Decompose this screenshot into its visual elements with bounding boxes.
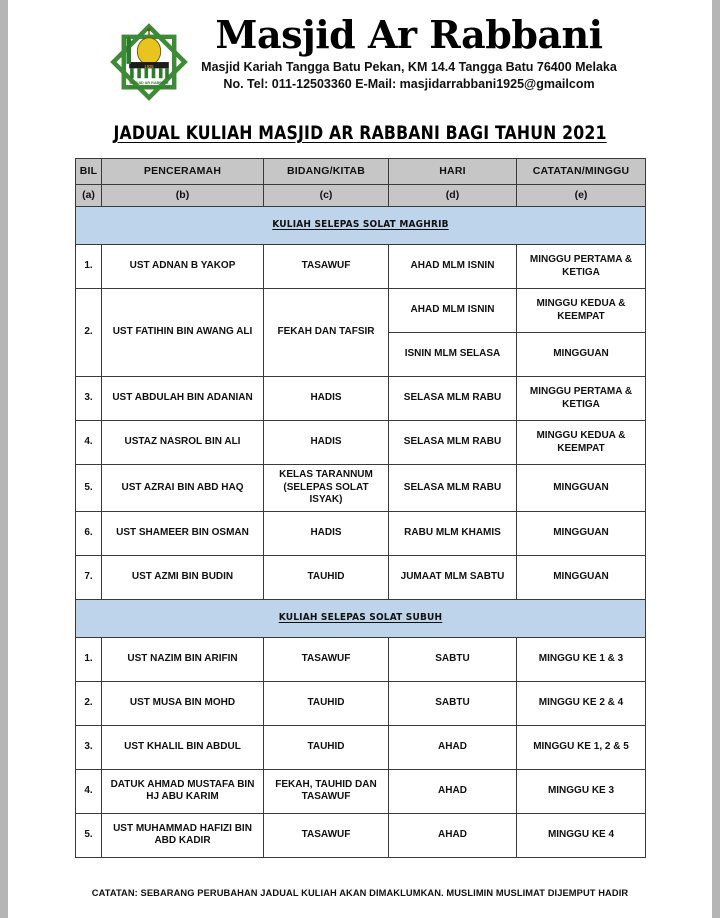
- mosque-contact: No. Tel: 011-12503360 E-Mail: masjidarrabbani1925@gmailcom: [223, 76, 595, 91]
- cell-bidang: KELAS TARANNUM (SELEPAS SOLAT ISYAK): [264, 465, 389, 512]
- cell-bidang: FEKAH DAN TAFSIR: [264, 289, 389, 377]
- cell-catatan: MINGGU PERTAMA & KETIGA: [517, 377, 646, 421]
- cell-bidang: HADIS: [264, 511, 389, 555]
- cell-bidang: TAUHID: [264, 555, 389, 599]
- table-row: [76, 681, 646, 725]
- table-row: [76, 555, 646, 599]
- column-header-bidang: BIDANG/KITAB: [264, 159, 389, 185]
- cell-penceramah: UST MUSA BIN MOHD: [102, 681, 264, 725]
- cell-bil: 3.: [76, 725, 102, 769]
- mosque-star-logo-svg: [104, 15, 194, 110]
- column-header-catatan: CATATAN/MINGGU: [517, 159, 646, 185]
- table-row: [76, 289, 646, 333]
- logo-caption-1: MASJID AR RABBANI: [129, 80, 169, 85]
- cell-bil: 2.: [76, 681, 102, 725]
- svg-text:1925: 1925: [144, 63, 154, 69]
- cell-bidang: TAUHID: [264, 681, 389, 725]
- column-letter-a: (a): [76, 185, 102, 207]
- column-letter-e: (e): [517, 185, 646, 207]
- cell-bidang: FEKAH, TAUHID DAN TASAWUF: [264, 769, 389, 813]
- cell-hari: AHAD: [389, 813, 517, 857]
- section-title-subuh: KULIAH SELEPAS SOLAT SUBUH: [76, 599, 646, 637]
- table-header-row: [76, 159, 646, 185]
- cell-bidang: HADIS: [264, 377, 389, 421]
- section-header-row: [76, 207, 646, 245]
- cell-bil: 5.: [76, 465, 102, 512]
- column-letter-d: (d): [389, 185, 517, 207]
- logo-caption-2: TANGGA BATU PEKAN: [128, 85, 170, 90]
- section-header-row: [76, 599, 646, 637]
- cell-catatan: MINGGU KE 1, 2 & 5: [517, 725, 646, 769]
- cell-penceramah: UST FATIHIN BIN AWANG ALI: [102, 289, 264, 377]
- footer-note: CATATAN: SEBARANG PERUBAHAN JADUAL KULIAH AKAN DIMAKLUMKAN. MUSLIMIN MUSLIMAT DIJEMPUT HADIR: [91, 888, 629, 899]
- cell-penceramah: USTAZ NASROL BIN ALI: [102, 421, 264, 465]
- cell-hari: ISNIN MLM SELASA: [389, 333, 517, 377]
- cell-hari: AHAD: [389, 725, 517, 769]
- cell-bil: 2.: [76, 289, 102, 377]
- table-row: [76, 725, 646, 769]
- column-letter-b: (b): [102, 185, 264, 207]
- cell-bil: 4.: [76, 769, 102, 813]
- brand-text-block: [201, 14, 617, 91]
- document-header: [8, 0, 712, 144]
- cell-hari: SABTU: [389, 637, 517, 681]
- mosque-name: Masjid Ar Rabbani: [215, 12, 603, 57]
- cell-catatan: MINGGU PERTAMA & KETIGA: [517, 245, 646, 289]
- column-header-bil: BIL: [76, 159, 102, 185]
- cell-catatan: MINGGUAN: [517, 465, 646, 512]
- cell-penceramah: UST KHALIL BIN ABDUL: [102, 725, 264, 769]
- cell-bidang: TAUHID: [264, 725, 389, 769]
- cell-catatan: MINGGU KE 2 & 4: [517, 681, 646, 725]
- cell-hari: SELASA MLM RABU: [389, 377, 517, 421]
- cell-catatan: MINGGU KEDUA & KEEMPAT: [517, 421, 646, 465]
- cell-penceramah: UST ADNAN B YAKOP: [102, 245, 264, 289]
- cell-penceramah: UST MUHAMMAD HAFIZI BIN ABD KADIR: [102, 813, 264, 857]
- column-letter-c: (c): [264, 185, 389, 207]
- brand-row: [8, 14, 712, 110]
- cell-bil: 1.: [76, 245, 102, 289]
- cell-penceramah: UST NAZIM BIN ARIFIN: [102, 637, 264, 681]
- column-header-penceramah: PENCERAMAH: [102, 159, 264, 185]
- table-column-letters-row: [76, 185, 646, 207]
- cell-penceramah: UST ABDULAH BIN ADANIAN: [102, 377, 264, 421]
- cell-catatan: MINGGU KE 3: [517, 769, 646, 813]
- cell-bidang: TASAWUF: [264, 637, 389, 681]
- schedule-table: [75, 158, 646, 858]
- cell-hari: AHAD: [389, 769, 517, 813]
- cell-bidang: TASAWUF: [264, 245, 389, 289]
- cell-hari: AHAD MLM ISNIN: [389, 245, 517, 289]
- cell-catatan: MINGGU KEDUA & KEEMPAT: [517, 289, 646, 333]
- table-row: [76, 465, 646, 512]
- cell-bil: 4.: [76, 421, 102, 465]
- cell-bil: 1.: [76, 637, 102, 681]
- cell-hari: SELASA MLM RABU: [389, 421, 517, 465]
- table-row: [76, 813, 646, 857]
- cell-hari: SABTU: [389, 681, 517, 725]
- document-page: [8, 0, 712, 918]
- cell-catatan: MINGGU KE 4: [517, 813, 646, 857]
- cell-bidang: HADIS: [264, 421, 389, 465]
- table-row: [76, 245, 646, 289]
- column-header-hari: HARI: [389, 159, 517, 185]
- table-row: [76, 769, 646, 813]
- section-title-maghrib: KULIAH SELEPAS SOLAT MAGHRIB: [76, 207, 646, 245]
- cell-bil: 7.: [76, 555, 102, 599]
- table-row: [76, 377, 646, 421]
- mosque-address: Masjid Kariah Tangga Batu Pekan, KM 14.4 Tangga Batu 76400 Melaka: [201, 59, 617, 74]
- table-row: [76, 637, 646, 681]
- cell-bil: 3.: [76, 377, 102, 421]
- cell-penceramah: UST SHAMEER BIN OSMAN: [102, 511, 264, 555]
- table-row: [76, 421, 646, 465]
- mosque-star-logo-icon: [103, 14, 195, 110]
- cell-hari: RABU MLM KHAMIS: [389, 511, 517, 555]
- cell-bil: 5.: [76, 813, 102, 857]
- cell-bil: 6.: [76, 511, 102, 555]
- cell-catatan: MINGGUAN: [517, 333, 646, 377]
- cell-hari: JUMAAT MLM SABTU: [389, 555, 517, 599]
- cell-catatan: MINGGUAN: [517, 511, 646, 555]
- cell-penceramah: UST AZRAI BIN ABD HAQ: [102, 465, 264, 512]
- cell-catatan: MINGGUAN: [517, 555, 646, 599]
- cell-hari: AHAD MLM ISNIN: [389, 289, 517, 333]
- cell-hari: SELASA MLM RABU: [389, 465, 517, 512]
- cell-penceramah: DATUK AHMAD MUSTAFA BIN HJ ABU KARIM: [102, 769, 264, 813]
- cell-penceramah: UST AZMI BIN BUDIN: [102, 555, 264, 599]
- cell-bidang: TASAWUF: [264, 813, 389, 857]
- page-title: JADUAL KULIAH MASJID AR RABBANI BAGI TAHUN 2021: [113, 122, 607, 144]
- schedule-table-wrap: [75, 158, 645, 858]
- table-row: [76, 511, 646, 555]
- cell-catatan: MINGGU KE 1 & 3: [517, 637, 646, 681]
